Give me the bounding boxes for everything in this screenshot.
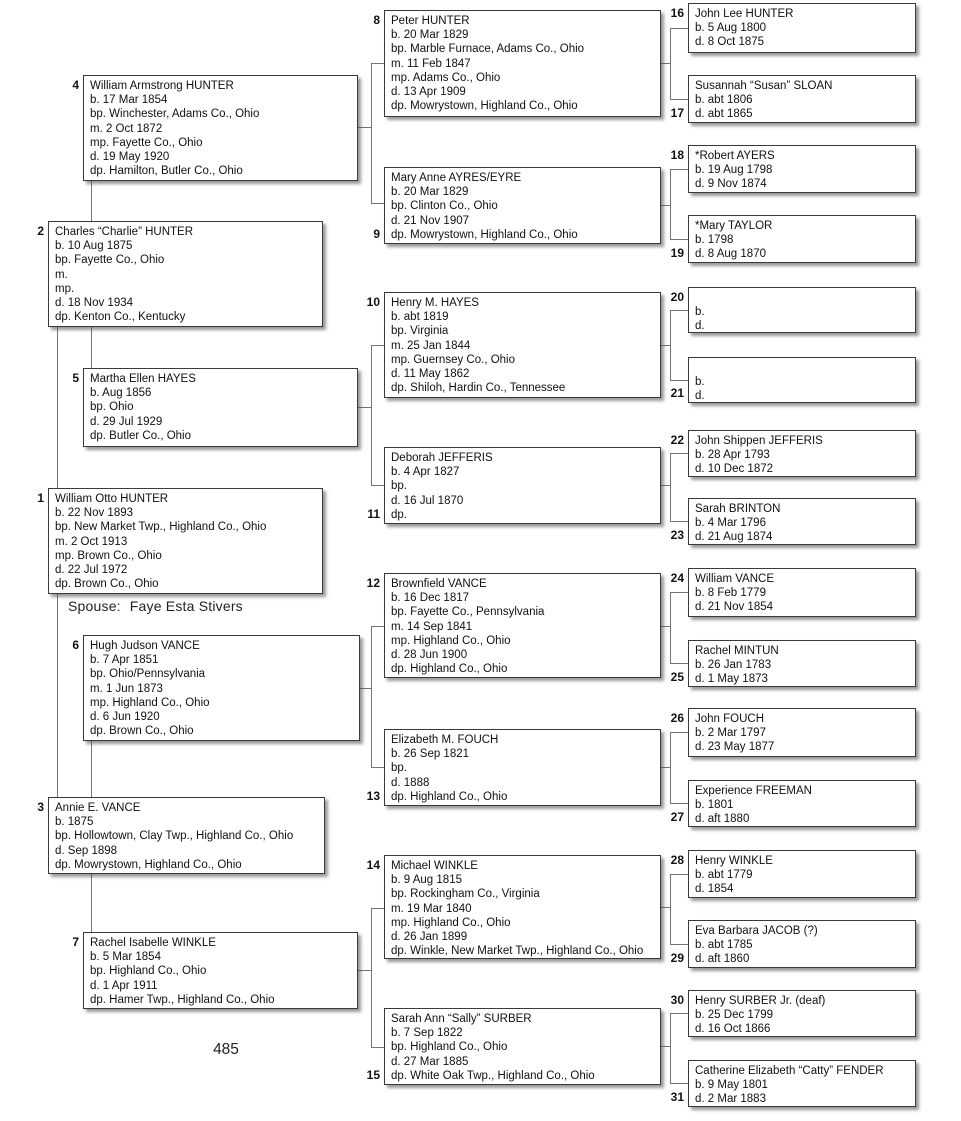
connector-line-horizontal xyxy=(661,205,670,206)
connector-line-vertical xyxy=(371,908,372,1047)
person-number-19: 19 xyxy=(670,246,684,260)
person-detail-line: m. 19 Mar 1840 xyxy=(391,902,472,915)
person-name: John Shippen JEFFERIS xyxy=(695,435,823,447)
person-detail-line: b. xyxy=(695,306,705,319)
person-number-1: 1 xyxy=(37,491,44,505)
person-name: *Robert AYERS xyxy=(695,150,775,162)
person-number-13: 13 xyxy=(366,789,380,803)
connector-line-horizontal xyxy=(371,345,384,346)
person-detail-line: b. 9 Aug 1815 xyxy=(391,874,462,887)
person-number-12: 12 xyxy=(366,576,380,590)
person-box-20 xyxy=(688,287,916,333)
person-number-11: 11 xyxy=(367,507,380,521)
person-number-17: 17 xyxy=(670,106,684,120)
person-name: Sarah Ann “Sally” SURBER xyxy=(391,1013,532,1025)
person-number-18: 18 xyxy=(670,148,684,162)
connector-line-horizontal xyxy=(371,626,384,627)
person-detail-line: d. 21 Aug 1874 xyxy=(695,531,773,544)
person-box-22 xyxy=(688,430,916,477)
person-box-8 xyxy=(384,10,661,117)
person-detail-line: mp. Brown Co., Ohio xyxy=(55,549,162,562)
connector-line-vertical xyxy=(91,181,92,221)
person-detail-line: d. 18 Nov 1934 xyxy=(55,297,134,310)
person-detail-line: b. 4 Mar 1796 xyxy=(695,517,766,530)
person-number-30: 30 xyxy=(670,993,684,1007)
person-box-12 xyxy=(384,573,661,678)
person-detail-line: d. 8 Oct 1875 xyxy=(695,36,765,49)
person-number-7: 7 xyxy=(72,935,79,949)
person-detail-line: mp. Adams Co., Ohio xyxy=(391,71,501,84)
person-detail-line: d. 13 Apr 1909 xyxy=(391,86,466,99)
person-box-13 xyxy=(384,729,661,806)
connector-line-horizontal xyxy=(661,485,670,486)
connector-line-vertical xyxy=(670,453,671,521)
person-detail-line: d. xyxy=(695,320,705,333)
person-detail-line: d. 23 May 1877 xyxy=(695,741,775,754)
person-detail-line: b. 5 Mar 1854 xyxy=(90,951,161,964)
person-name: Hugh Judson VANCE xyxy=(90,640,200,652)
person-detail-line: dp. Brown Co., Ohio xyxy=(90,725,194,738)
person-box-19 xyxy=(688,215,916,263)
spouse-label: Spouse: xyxy=(68,598,121,614)
connector-line-vertical xyxy=(670,874,671,944)
person-number-10: 10 xyxy=(366,295,380,309)
person-name: Elizabeth M. FOUCH xyxy=(391,734,499,746)
person-box-30 xyxy=(688,990,916,1037)
person-box-11 xyxy=(384,447,661,524)
person-number-14: 14 xyxy=(366,858,380,872)
connector-line-horizontal xyxy=(670,944,688,945)
person-detail-line: mp. Guernsey Co., Ohio xyxy=(391,353,515,366)
person-box-27 xyxy=(688,780,916,827)
connector-line-horizontal xyxy=(670,28,688,29)
person-number-21: 21 xyxy=(670,386,684,400)
connector-line-vertical xyxy=(670,28,671,99)
person-detail-line: mp. Highland Co., Ohio xyxy=(90,696,210,709)
person-detail-line: d. 16 Jul 1870 xyxy=(391,494,464,507)
person-detail-line: b. abt 1785 xyxy=(695,939,753,952)
connector-line-horizontal xyxy=(670,99,688,100)
person-detail-line: m. 2 Oct 1913 xyxy=(55,535,128,548)
person-detail-line: b. 17 Mar 1854 xyxy=(90,94,168,107)
person-box-6 xyxy=(83,635,360,741)
person-number-24: 24 xyxy=(670,571,684,585)
person-name: Peter HUNTER xyxy=(391,15,470,27)
person-detail-line: b. 5 Aug 1800 xyxy=(695,22,766,35)
connector-line-horizontal xyxy=(670,1083,688,1084)
person-detail-line: mp. Highland Co., Ohio xyxy=(391,916,511,929)
connector-line-horizontal xyxy=(670,803,688,804)
person-name: Henry SURBER Jr. (deaf) xyxy=(695,995,826,1007)
connector-line-horizontal xyxy=(670,169,688,170)
person-detail-line: b. 16 Dec 1817 xyxy=(391,592,470,605)
person-box-1 xyxy=(48,488,323,594)
person-name: John Lee HUNTER xyxy=(695,8,794,20)
person-number-27: 27 xyxy=(670,810,684,824)
person-detail-line: d. 19 May 1920 xyxy=(90,151,170,164)
person-name: Henry WINKLE xyxy=(695,855,773,867)
person-detail-line: d. 27 Mar 1885 xyxy=(391,1055,469,1068)
person-detail-line: b. 7 Apr 1851 xyxy=(90,654,159,667)
person-detail-line: dp. Winkle, New Market Twp., Highland Co., Ohio xyxy=(391,945,644,958)
person-number-31: 31 xyxy=(670,1090,684,1104)
person-detail-line: dp. xyxy=(391,508,407,521)
connector-line-horizontal xyxy=(670,874,688,875)
connector-line-horizontal xyxy=(661,63,670,64)
person-box-23 xyxy=(688,498,916,545)
person-box-5 xyxy=(83,368,358,447)
connector-line-horizontal xyxy=(670,380,688,381)
connector-line-horizontal xyxy=(670,239,688,240)
person-detail-line: d. xyxy=(695,390,705,403)
person-detail-line: m. 2 Oct 1872 xyxy=(90,122,163,135)
person-number-6: 6 xyxy=(72,638,79,652)
connector-line-vertical xyxy=(670,169,671,239)
person-name: Rachel Isabelle WINKLE xyxy=(90,937,216,949)
person-detail-line: dp. Kenton Co., Kentucky xyxy=(55,311,186,324)
person-detail-line: d. 2 Mar 1883 xyxy=(695,1093,766,1106)
person-name: Deborah JEFFERIS xyxy=(391,452,493,464)
person-box-31 xyxy=(688,1060,916,1107)
person-detail-line: d. 6 Jun 1920 xyxy=(90,711,160,724)
person-detail-line: b. 26 Sep 1821 xyxy=(391,748,470,761)
person-detail-line: dp. Hamer Twp., Highland Co., Ohio xyxy=(90,993,275,1006)
person-detail-line: b. xyxy=(695,376,705,389)
connector-line-horizontal xyxy=(358,127,371,128)
connector-line-vertical xyxy=(371,626,372,767)
person-detail-line: d. 29 Jul 1929 xyxy=(90,415,163,428)
person-box-17 xyxy=(688,75,916,123)
person-detail-line: mp. Fayette Co., Ohio xyxy=(90,136,203,149)
person-detail-line: d. Sep 1898 xyxy=(55,844,118,857)
person-detail-line: b. abt 1819 xyxy=(391,311,449,324)
person-detail-line: dp. Highland Co., Ohio xyxy=(391,663,508,676)
person-detail-line: dp. White Oak Twp., Highland Co., Ohio xyxy=(391,1069,595,1082)
person-detail-line: bp. Ohio/Pennsylvania xyxy=(90,668,206,681)
person-number-20: 20 xyxy=(670,290,684,304)
person-detail-line: bp. Rockingham Co., Virginia xyxy=(391,888,540,901)
person-name: Susannah “Susan” SLOAN xyxy=(695,80,833,92)
connector-line-horizontal xyxy=(371,63,384,64)
connector-line-horizontal xyxy=(371,908,384,909)
page-number: 485 xyxy=(213,1041,239,1058)
person-name: Catherine Elizabeth “Catty” FENDER xyxy=(695,1065,884,1077)
person-detail-line: dp. Brown Co., Ohio xyxy=(55,578,159,591)
person-detail-line: b. 2 Mar 1797 xyxy=(695,727,766,740)
person-detail-line: b. 4 Apr 1827 xyxy=(391,466,460,479)
person-detail-line: b. abt 1806 xyxy=(695,94,753,107)
person-name: Brownfield VANCE xyxy=(391,578,487,590)
person-box-9 xyxy=(384,167,661,244)
person-detail-line: b. 26 Jan 1783 xyxy=(695,659,772,672)
person-detail-line: b. 20 Mar 1829 xyxy=(391,186,469,199)
person-detail-line: bp. xyxy=(391,480,407,493)
connector-line-horizontal xyxy=(670,453,688,454)
person-detail-line: b. abt 1779 xyxy=(695,869,753,882)
connector-line-horizontal xyxy=(358,407,371,408)
person-detail-line: b. 28 Apr 1793 xyxy=(695,449,770,462)
connector-line-vertical xyxy=(91,874,92,932)
person-number-26: 26 xyxy=(670,711,684,725)
person-detail-line: d. 26 Jan 1899 xyxy=(391,931,468,944)
connector-line-vertical xyxy=(371,63,372,203)
spouse-name: Faye Esta Stivers xyxy=(129,598,243,614)
person-box-25 xyxy=(688,640,916,687)
person-detail-line: m. 25 Jan 1844 xyxy=(391,339,471,352)
person-detail-line: b. 10 Aug 1875 xyxy=(55,240,133,253)
person-detail-line: d. 28 Jun 1900 xyxy=(391,649,468,662)
person-detail-line: d. 11 May 1862 xyxy=(391,368,470,381)
connector-line-horizontal xyxy=(670,592,688,593)
person-detail-line: bp. xyxy=(391,762,407,775)
person-detail-line: d. 21 Nov 1854 xyxy=(695,601,774,614)
connector-line-horizontal xyxy=(371,1047,384,1048)
person-detail-line: dp. Hamilton, Butler Co., Ohio xyxy=(90,165,243,178)
connector-line-horizontal xyxy=(371,767,384,768)
person-detail-line: bp. Clinton Co., Ohio xyxy=(391,200,498,213)
person-name: Eva Barbara JACOB (?) xyxy=(695,925,818,937)
person-detail-line: d. 1 Apr 1911 xyxy=(90,979,158,992)
connector-line-horizontal xyxy=(670,732,688,733)
person-detail-line: bp. New Market Twp., Highland Co., Ohio xyxy=(55,521,267,534)
connector-line-vertical xyxy=(91,327,92,368)
person-detail-line: d. 1 May 1873 xyxy=(695,673,768,686)
connector-line-horizontal xyxy=(661,626,670,627)
connector-line-horizontal xyxy=(661,345,670,346)
connector-line-horizontal xyxy=(371,485,384,486)
person-name: John FOUCH xyxy=(695,713,765,725)
person-detail-line: b. 9 May 1801 xyxy=(695,1079,768,1092)
person-detail-line: b. 1798 xyxy=(695,234,734,247)
person-number-8: 8 xyxy=(373,13,380,27)
person-number-5: 5 xyxy=(72,371,79,385)
person-detail-line: m. 14 Sep 1841 xyxy=(391,620,473,633)
person-name xyxy=(695,361,909,375)
connector-line-vertical xyxy=(371,345,372,485)
person-number-9: 9 xyxy=(373,227,380,241)
person-name: Mary Anne AYRES/EYRE xyxy=(391,172,522,184)
person-number-16: 16 xyxy=(670,6,684,20)
person-detail-line: bp. Highland Co., Ohio xyxy=(90,965,207,978)
connector-line-horizontal xyxy=(360,688,371,689)
person-detail-line: b. 1875 xyxy=(55,816,94,829)
connector-line-horizontal xyxy=(670,310,688,311)
person-box-10 xyxy=(384,292,661,398)
connector-line-vertical xyxy=(670,592,671,663)
spouse-note xyxy=(68,598,243,614)
person-box-3 xyxy=(48,797,325,874)
connector-line-horizontal xyxy=(661,1046,670,1047)
person-detail-line: dp. Butler Co., Ohio xyxy=(90,429,191,442)
person-name: *Mary TAYLOR xyxy=(695,220,773,232)
person-number-4: 4 xyxy=(72,78,79,92)
person-detail-line: dp. Mowrystown, Highland Co., Ohio xyxy=(391,228,578,241)
person-detail-line: d. 21 Nov 1907 xyxy=(391,214,470,227)
person-name: Charles “Charlie” HUNTER xyxy=(55,226,194,238)
person-detail-line: dp. Mowrystown, Highland Co., Ohio xyxy=(55,858,242,871)
person-detail-line: d. 16 Oct 1866 xyxy=(695,1023,771,1036)
person-detail-line: d. 10 Dec 1872 xyxy=(695,463,774,476)
connector-line-vertical xyxy=(670,1013,671,1083)
person-detail-line: d. aft 1880 xyxy=(695,813,750,826)
person-box-28 xyxy=(688,850,916,898)
person-number-2: 2 xyxy=(37,224,44,238)
person-detail-line: dp. Shiloh, Hardin Co., Tennessee xyxy=(391,382,566,395)
person-name: Martha Ellen HAYES xyxy=(90,373,196,385)
connector-line-vertical xyxy=(670,310,671,380)
connector-line-vertical xyxy=(670,732,671,803)
person-detail-line: m. 11 Feb 1847 xyxy=(391,57,471,70)
connector-line-horizontal xyxy=(661,767,670,768)
person-detail-line: m. 1 Jun 1873 xyxy=(90,682,163,695)
person-detail-line: bp. Hollowtown, Clay Twp., Highland Co., Ohio xyxy=(55,830,294,843)
person-box-2 xyxy=(48,221,323,327)
connector-line-horizontal xyxy=(661,907,670,908)
person-box-26 xyxy=(688,708,916,757)
person-number-15: 15 xyxy=(366,1068,380,1082)
person-box-14 xyxy=(384,855,661,959)
person-number-28: 28 xyxy=(670,853,684,867)
person-detail-line: b. 22 Nov 1893 xyxy=(55,507,134,520)
person-name: William Armstrong HUNTER xyxy=(90,80,234,92)
person-detail-line: b. Aug 1856 xyxy=(90,387,152,400)
person-name: Henry M. HAYES xyxy=(391,297,479,309)
person-detail-line: d. 1888 xyxy=(391,776,430,789)
person-number-3: 3 xyxy=(37,800,44,814)
person-detail-line: b. 8 Feb 1779 xyxy=(695,587,766,600)
person-detail-line: bp. Marble Furnace, Adams Co., Ohio xyxy=(391,43,585,56)
person-detail-line: d. 8 Aug 1870 xyxy=(695,248,766,261)
person-name: Annie E. VANCE xyxy=(55,802,141,814)
person-detail-line: b. 1801 xyxy=(695,799,734,812)
person-box-15 xyxy=(384,1008,661,1085)
person-box-24 xyxy=(688,568,916,617)
person-detail-line: d. 22 Jul 1972 xyxy=(55,564,128,577)
person-box-16 xyxy=(688,3,916,53)
person-name: Rachel MINTUN xyxy=(695,645,779,657)
connector-line-horizontal xyxy=(358,970,371,971)
person-detail-line: m. xyxy=(55,268,68,281)
person-detail-line: mp. Highland Co., Ohio xyxy=(391,634,511,647)
person-number-22: 22 xyxy=(670,433,684,447)
person-name xyxy=(695,291,909,305)
person-detail-line: b. 25 Dec 1799 xyxy=(695,1009,774,1022)
person-detail-line: bp. Virginia xyxy=(391,325,449,338)
person-detail-line: d. aft 1860 xyxy=(695,953,750,966)
person-detail-line: d. 9 Nov 1874 xyxy=(695,178,767,191)
person-name: William VANCE xyxy=(695,573,775,585)
person-detail-line: b. 7 Sep 1822 xyxy=(391,1027,463,1040)
person-name: Experience FREEMAN xyxy=(695,785,812,797)
connector-line-horizontal xyxy=(371,203,384,204)
person-name: Sarah BRINTON xyxy=(695,503,781,515)
connector-line-vertical xyxy=(57,594,58,797)
connector-line-horizontal xyxy=(670,663,688,664)
person-detail-line: dp. Mowrystown, Highland Co., Ohio xyxy=(391,100,578,113)
person-name: William Otto HUNTER xyxy=(55,493,169,505)
person-box-21 xyxy=(688,357,916,403)
person-box-29 xyxy=(688,920,916,968)
connector-line-vertical xyxy=(57,327,58,488)
person-detail-line: d. abt 1865 xyxy=(695,108,753,121)
person-name: Michael WINKLE xyxy=(391,860,478,872)
person-box-4 xyxy=(83,75,358,181)
person-box-7 xyxy=(83,932,358,1009)
person-detail-line: bp. Winchester, Adams Co., Ohio xyxy=(90,108,260,121)
person-box-18 xyxy=(688,145,916,193)
connector-line-horizontal xyxy=(670,521,688,522)
person-detail-line: bp. Fayette Co., Pennsylvania xyxy=(391,606,545,619)
person-detail-line: bp. Highland Co., Ohio xyxy=(391,1041,508,1054)
person-detail-line: b. 20 Mar 1829 xyxy=(391,29,469,42)
connector-line-vertical xyxy=(91,741,92,797)
person-detail-line: bp. Ohio xyxy=(90,401,134,414)
person-detail-line: b. 19 Aug 1798 xyxy=(695,164,773,177)
person-number-23: 23 xyxy=(670,528,684,542)
person-detail-line: bp. Fayette Co., Ohio xyxy=(55,254,165,267)
person-detail-line: dp. Highland Co., Ohio xyxy=(391,790,508,803)
connector-line-horizontal xyxy=(670,1013,688,1014)
person-number-29: 29 xyxy=(670,951,684,965)
person-detail-line: mp. xyxy=(55,282,75,295)
person-number-25: 25 xyxy=(670,670,684,684)
person-detail-line: d. 1854 xyxy=(695,883,734,896)
